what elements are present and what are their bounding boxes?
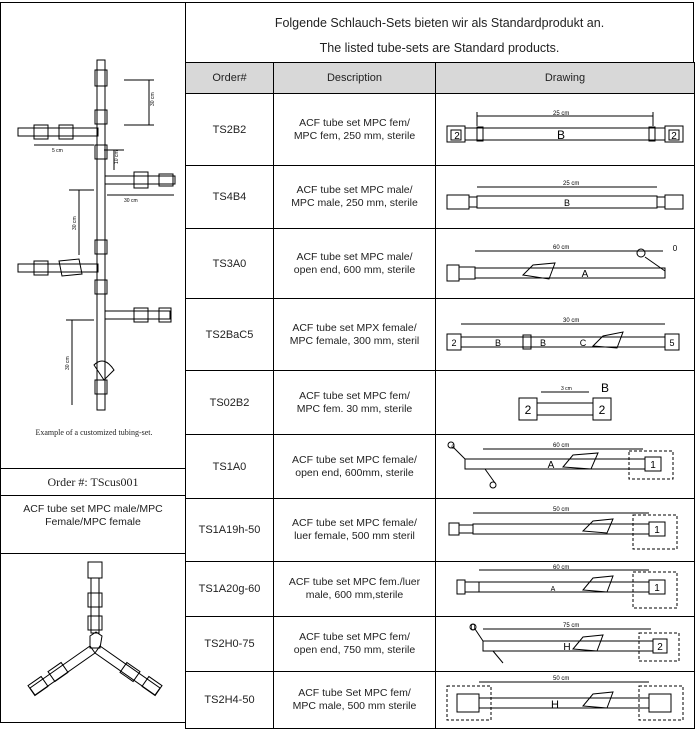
dimension-label: 50 cm <box>552 507 569 513</box>
description-line: ACF tube set MPC female/ <box>292 453 417 466</box>
description <box>274 672 436 729</box>
description-line: luer female, 500 mm steril <box>294 530 415 542</box>
description-line: open end, 600mm, sterile <box>295 466 414 479</box>
order-code: TS1A20g-60 <box>186 562 274 617</box>
description <box>274 166 436 229</box>
end-mark: 1 <box>653 525 660 536</box>
description-line: ACF tube set MPC fem/ <box>299 116 410 129</box>
order-code: TS2B2 <box>186 94 274 166</box>
order-code: TS4B4 <box>186 166 274 229</box>
table-row <box>186 166 695 229</box>
drawing-cell <box>436 94 695 166</box>
standard-products-table <box>185 62 695 729</box>
tube-drawing <box>443 674 688 726</box>
dim-label: 30 cm <box>65 356 71 370</box>
tube-drawing <box>443 439 688 495</box>
dim-label: 5 cm <box>52 148 63 154</box>
end-mark: 2 <box>453 130 460 142</box>
tube-mark: B <box>556 127 565 142</box>
tube-mark: B <box>563 198 570 208</box>
table-row <box>186 371 695 435</box>
tube-drawing <box>443 310 688 360</box>
tube-mark: H <box>550 699 559 711</box>
order-code: TS02B2 <box>186 371 274 435</box>
end-mark: 5 <box>668 337 675 348</box>
drawing-cell <box>436 166 695 229</box>
tube-drawing <box>443 564 688 614</box>
description-line: open end, 750 mm, sterile <box>293 644 416 656</box>
description-line: MPC fem, 250 mm, sterile <box>293 129 416 142</box>
header-german: Folgende Schlauch-Sets bieten wir als Standardprodukt an. <box>274 16 605 30</box>
dimension-label: 60 cm <box>552 442 569 449</box>
tube-drawing <box>443 619 688 669</box>
table-row <box>186 499 695 562</box>
tube-drawing <box>443 175 688 219</box>
tube-drawing <box>443 503 688 557</box>
description-line: MPC male, 250 mm, sterile <box>291 197 418 209</box>
custom-order-label: Order #: TScus001 <box>47 475 139 489</box>
description-line: ACF tube set MPC male/ <box>296 250 413 263</box>
tube-mark: B <box>494 337 501 348</box>
table-row <box>186 672 695 729</box>
end-mark: 2 <box>524 402 531 417</box>
dimension-label: 3 cm <box>560 385 572 392</box>
drawing-cell <box>436 499 695 562</box>
description <box>274 371 436 435</box>
custom-y-tubing-drawing <box>10 558 180 718</box>
drawing-cell <box>436 672 695 729</box>
end-mark: 2 <box>656 642 663 653</box>
description <box>274 94 436 166</box>
dimension-label: 75 cm <box>562 623 579 629</box>
end-mark: 1 <box>653 583 660 594</box>
divider <box>0 495 186 496</box>
drawing-cell <box>436 435 695 499</box>
column-header-drawing: Drawing <box>436 63 695 94</box>
drawing-cell <box>436 562 695 617</box>
description-line: ACF tube set MPC fem/ <box>299 631 410 643</box>
table-header-row <box>186 63 695 94</box>
description-line: MPC fem. 30 mm, sterile <box>296 402 413 415</box>
dim-label: 10 cm <box>114 150 120 164</box>
end-mark: 0 <box>450 444 455 451</box>
dimension-label: 25 cm <box>552 110 569 117</box>
drawing-cell <box>436 371 695 435</box>
dimension-label: 25 cm <box>562 181 579 187</box>
end-mark: 2 <box>450 337 457 348</box>
end-mark: 0 <box>672 243 677 253</box>
column-header-description: Description <box>274 63 436 94</box>
dimension-label: 60 cm <box>552 565 569 571</box>
end-mark: 2 <box>598 402 605 417</box>
dim-label: 30 cm <box>150 92 156 106</box>
description-line: ACF tube set MPC female/ <box>292 517 417 529</box>
tube-mark: A <box>581 268 588 280</box>
dim-label: 30 cm <box>124 198 138 204</box>
end-mark: 2 <box>670 130 677 142</box>
column-header-order: Order# <box>186 63 274 94</box>
description-line: ACF tube set MPC fem/ <box>299 389 410 402</box>
tube-drawing <box>443 239 688 289</box>
description <box>274 299 436 371</box>
dimension-label: 60 cm <box>552 244 569 251</box>
header-english: The listed tube-sets are Standard products. <box>319 41 560 55</box>
tube-mark: B <box>539 337 546 348</box>
order-code: TS3A0 <box>186 229 274 299</box>
tube-mark: C <box>579 337 586 348</box>
example-caption: Example of a customized tubing-set. <box>35 428 153 437</box>
description-line: MPC male, 500 mm sterile <box>292 700 417 712</box>
custom-description-line1: ACF tube set MPC male/MPC <box>23 503 163 515</box>
tube-mark: B <box>600 380 609 395</box>
description-line: open end, 600 mm, sterile <box>293 263 416 276</box>
table-row <box>186 617 695 672</box>
description <box>274 617 436 672</box>
tube-drawing <box>443 108 688 152</box>
custom-tubing-drawing <box>4 50 184 420</box>
dimension-label: 50 cm <box>552 676 569 682</box>
description-line: male, 600 mm,sterile <box>305 589 404 601</box>
drawing-cell <box>436 299 695 371</box>
description <box>274 562 436 617</box>
description <box>274 435 436 499</box>
divider <box>0 468 186 469</box>
table-row <box>186 229 695 299</box>
drawing-cell <box>436 617 695 672</box>
description <box>274 499 436 562</box>
table-row <box>186 562 695 617</box>
end-mark: 0 <box>470 623 475 632</box>
dim-label: 30 cm <box>72 216 78 230</box>
description <box>274 229 436 299</box>
order-code: TS1A0 <box>186 435 274 499</box>
tube-mark: H <box>562 642 571 653</box>
order-code: TS2BaC5 <box>186 299 274 371</box>
end-mark: 1 <box>649 459 656 471</box>
description-line: ACF tube set MPX female/ <box>292 321 417 334</box>
dimension-label: 30 cm <box>562 317 579 324</box>
order-code: TS2H0-75 <box>186 617 274 672</box>
custom-description-line2: Female/MPC female <box>45 516 141 528</box>
table-row <box>186 299 695 371</box>
tube-mark: A <box>550 586 555 593</box>
order-code: TS1A19h-50 <box>186 499 274 562</box>
description-line: MPC female, 300 mm, steril <box>289 334 420 347</box>
drawing-cell <box>436 229 695 299</box>
order-code: TS2H4-50 <box>186 672 274 729</box>
table-row <box>186 94 695 166</box>
tube-drawing <box>443 378 688 428</box>
divider <box>0 553 186 554</box>
description-line: ACF tube set MPC male/ <box>296 184 413 196</box>
table-row <box>186 435 695 499</box>
description-line: ACF tube Set MPC fem/ <box>298 687 411 699</box>
tube-mark: A <box>547 459 554 471</box>
description-line: ACF tube set MPC fem./luer <box>288 576 421 588</box>
